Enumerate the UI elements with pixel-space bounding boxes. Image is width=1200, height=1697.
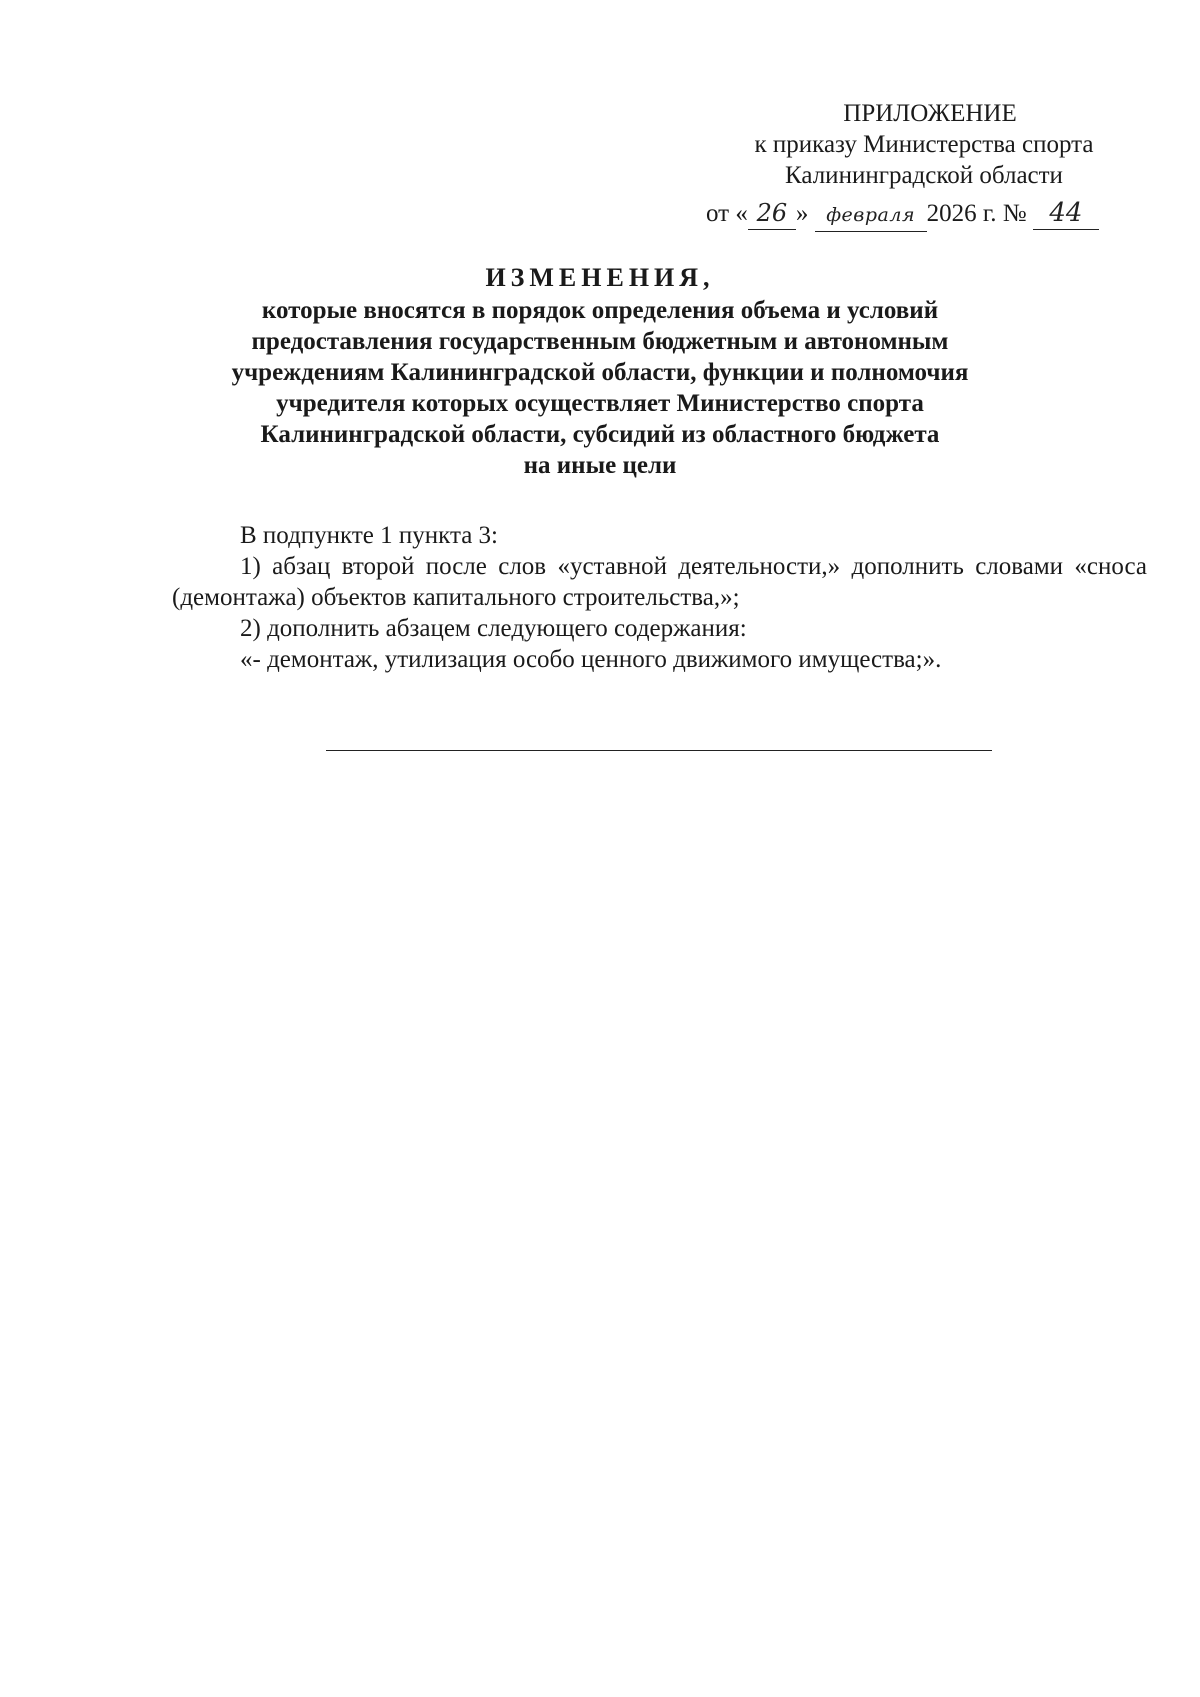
date-quote-close: » — [795, 200, 809, 227]
heading-line: предоставления государственным бюджетным и автономным — [251, 328, 949, 355]
document-heading — [150, 262, 1050, 481]
heading-line: которые вносятся в порядок определения объема и условий — [261, 297, 939, 324]
appendix-order-reference: к приказу Министерства спорта — [754, 131, 1094, 158]
heading-line: на иные цели — [523, 452, 677, 479]
closing-divider — [326, 750, 992, 751]
heading-line: учреждениям Калининградской области, функции и полномочия — [231, 359, 969, 386]
body-paragraph: 2) дополнить абзацем следующего содержания: — [240, 615, 747, 642]
appendix-region: Калининградской области — [785, 162, 1063, 189]
appendix-block — [640, 98, 1160, 191]
body-paragraph: «- демонтаж, утилизация особо ценного движимого имущества;». — [240, 646, 942, 673]
heading-title: ИЗМЕНЕНИЯ, — [485, 263, 715, 292]
document-body — [172, 520, 1147, 675]
heading-line: учредителя которых осуществляет Министерство спорта — [276, 390, 924, 417]
heading-line: Калининградской области, субсидий из областного бюджета — [260, 421, 940, 448]
handwritten-month: февраля — [815, 200, 927, 232]
order-date-line — [706, 198, 1099, 232]
handwritten-day: 26 — [748, 198, 796, 230]
body-paragraph: 1) абзац второй после слов «уставной деятельности,» дополнить словами «сноса (демонтажа) объектов капитального строительства,»; — [172, 553, 1147, 611]
appendix-title: ПРИЛОЖЕНИЕ — [843, 100, 1017, 127]
date-year: 2026 г. № — [926, 200, 1027, 227]
body-paragraph: В подпункте 1 пункта 3: — [240, 522, 498, 549]
handwritten-order-number: 44 — [1033, 198, 1099, 230]
date-prefix: от « — [706, 200, 748, 227]
